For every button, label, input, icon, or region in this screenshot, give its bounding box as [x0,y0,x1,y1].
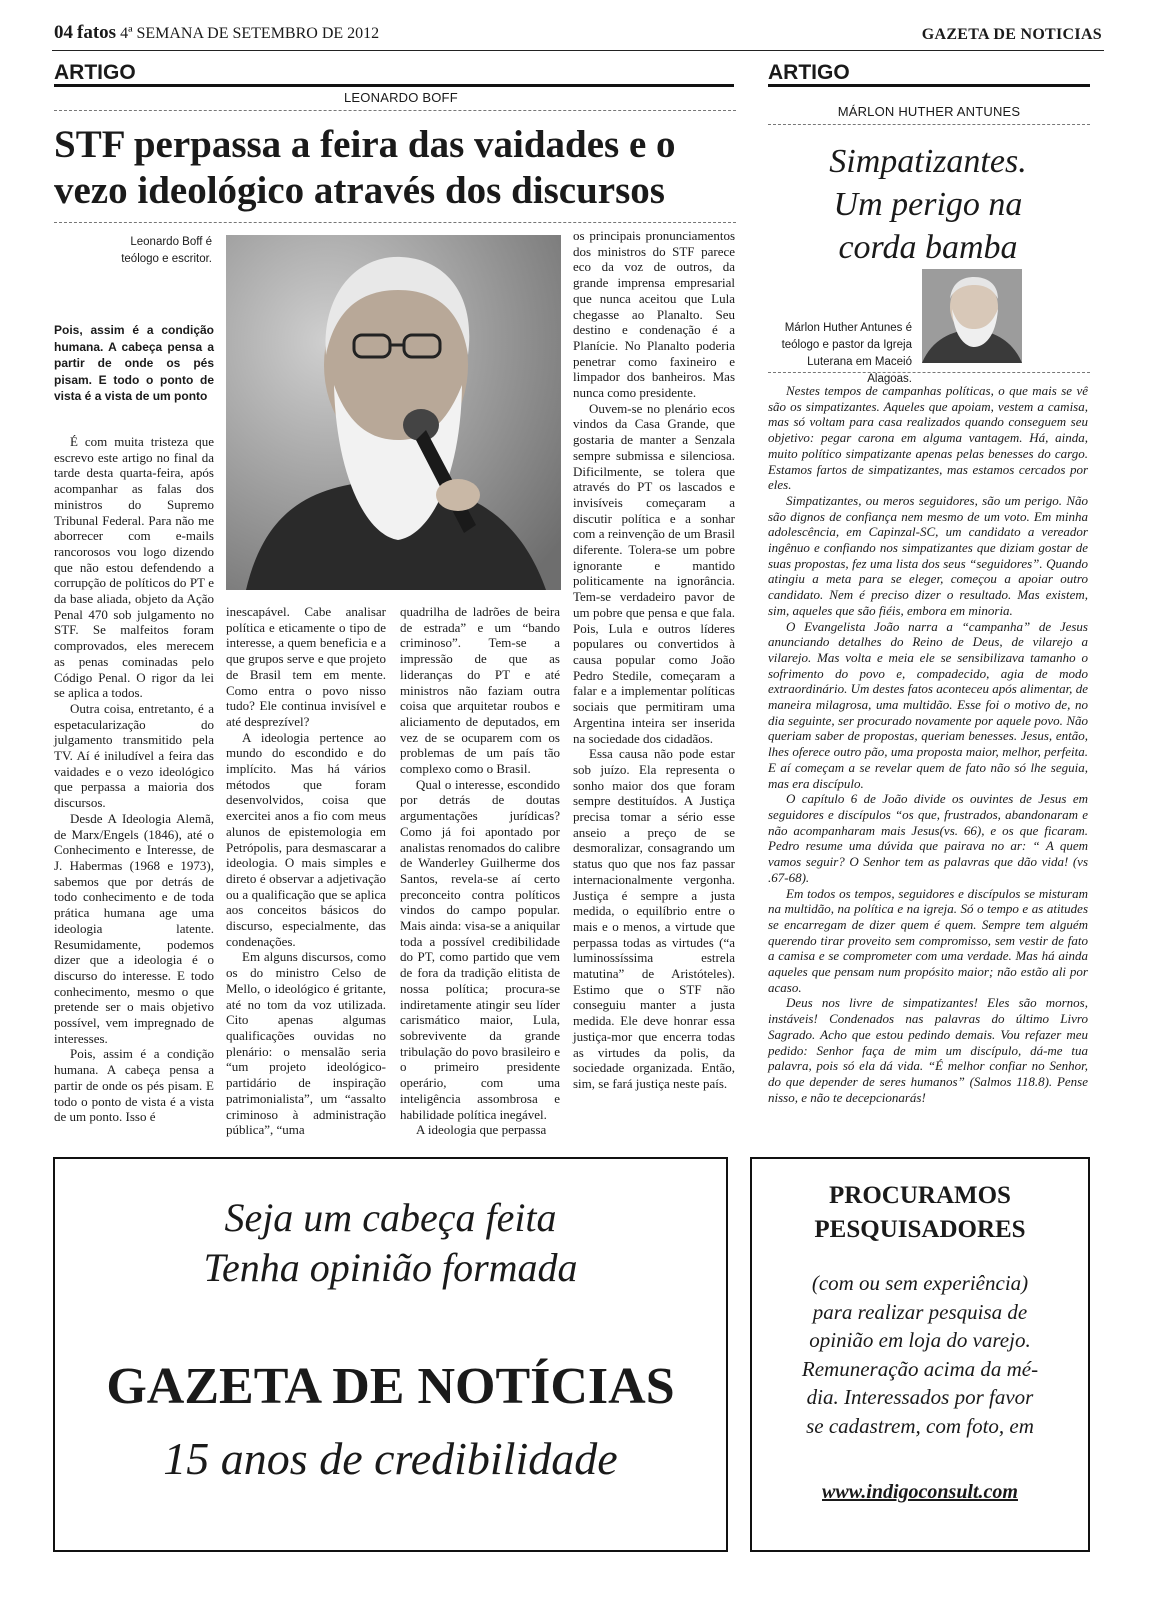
ad-tagline: 15 anos de credibilidade [163,1433,618,1484]
paragraph: Desde A Ideologia Alemã, de Marx/Engels (1846), até o Conhecimento e Interesse, de J. Habermas (1968 e 1973), sabemos que por detrás de todo conhecimento e de toda prática humana age uma ideologia latente. Resumidamente, podemos dizer que a ideologia é o discurso do interesse. E todo conhecimento, mesmo o que pretende ser o mais objetivo possível, vem impregnado de interesses. [54,810,214,1046]
ad-body-line: dia. Interessados por favor [806,1385,1034,1409]
ad-url-link[interactable]: www.indigoconsult.com [822,1481,1018,1503]
paragraph: A ideologia que perpassa [416,1122,547,1138]
ad-slogan-line: Seja um cabeça feita [224,1195,557,1240]
section-name: fatos [77,22,117,43]
headline: STF perpassa a feira das vaidades e o vezo ideológico através dos discursos [54,123,676,212]
author-name-right: MÁRLON HUTHER ANTUNES [837,104,1021,119]
gazeta-ad [53,1157,728,1552]
divider [54,222,736,223]
paragraph: Em todos os tempos, seguidores e discípulos se misturam na multidão, na política e na igreja. Só o tempo e as atitudes se encarregam de dizer quem é quem. Sempre tem alguém querendo tirar proveito sem compromisso, sem vestir de fato a camisa e se comprometer com uma verdade. Mas há ainda aqueles que pensam num propósito maior; não estão ali por acaso. [768,885,1088,995]
paragraph: O Evangelista João narra a “campanha” de Jesus anunciando detalhes do Reino de Deus, de vilarejo a vilarejo. Mas volta e meia ele se sensibilizava tamanho o sofrimento do povo e, compadecido, agia de modo extraordinário. Um destes fatos aconteceu após alimentar, de maneira milagrosa, uma multidão. Esse foi o motivo de, no dia seguinte, ser procurado novamente por aquele povo. Não queriam saber de propostas, queriam benesses. Jesus, então, lhes oferece outro pão, uma proposta maior, melhor, perfeita. E aí começam a se revelar quem de fato não só lhe seguia, mas era discípulo. [768,618,1088,791]
paragraph: quadrilha de ladrões de beira de estrada” e um “bando criminoso”. Tem-se a impressão de que as lideranças do PT e até ministros não faziam outra coisa que arquitetar roubos e aliciamento de deputados, em vez de se ocuparem com os problemas de um país tão complexo como o Brasil. [400,604,560,777]
author-name-left: LEONARDO BOFF [344,90,458,105]
edition-date: 4ª SEMANA DE SETEMBRO DE 2012 [120,25,380,42]
ad-brand: GAZETA DE NOTÍCIAS [106,1358,675,1415]
masthead-name: GAZETA DE NOTICIAS [921,26,1102,43]
article-column-1 [54,434,214,1125]
paragraph: Ouvem-se no plenário ecos vindos da Casa Grande, que gostaria de manter a Senzala sempre submissa e silenciosa. Dificilmente, se tolera que através do PT os lascados e invisíveis começaram a discutir política e a sonhar com a reinvenção de um Brasil diferente. Tolera-se um pobre ignorante e mantido politicamente na ignorância. Tem-se verdadeiro pavor de um pobre que pensa e que fala. Pois, Lula e outros líderes populares ou convertidos à causa popular como João Pedro Stedile, começaram a falar e a implementar políticas sociais que permitiram uma Argentina inteira ser inserida na sociedade dos cidadãos. [573,400,735,746]
author-bio-left: Leonardo Boff é teólogo e escritor. [121,236,212,265]
right-article-body [768,383,1088,1105]
paragraph: Qual o interesse, escondido por detrás de doutas argumentações jurídicas? Como já foi apontado por analistas renomados do calibre de Wanderley Guilherme dos Santos, revela-se aí certo preconceito contra políticos vindos do campo popular. Mais ainda: visa-se a aniquilar toda a possível credibilidade do PT, como partido que vem de fora da tradição elitista de nossa política; procura-se indiretamente atingir seu líder carismático maior, Lula, sobrevivente da grande tribulação do povo brasileiro e o primeiro presidente operário, com uma inteligência assombrosa e habilidade política inegável. [400,776,560,1122]
ad-heading: PESQUISADORES [814,1216,1026,1243]
recruitment-ad [750,1157,1090,1552]
paragraph: Outra coisa, entretanto, é a espetacularização do julgamento transmitido pela TV. Aí é iniludível a feira das vaidades e o vezo ideológico que perpassa a maioria dos discursos. [54,700,214,811]
section-label-right: ARTIGO [768,62,1090,87]
article-column-2 [226,604,386,1138]
ad-slogan-line: Tenha opinião formada [203,1245,578,1290]
paragraph: Nestes tempos de campanhas políticas, o que mais se vê são os simpatizantes. Aqueles que apoiam, vestem a camisa, mas só voltam para casa realizados quando conseguem seu objetivo: pegar carona em alguma vantagem. Há, ainda, muito político simpatizante apenas pelas benesses do cargo. Estamos fartos de simpatizantes, mas estamos cercados por eles. [768,383,1088,493]
divider [54,110,736,111]
ad-body-line: (com ou sem experiência) [811,1271,1029,1295]
ad-body-line: opinião em loja do varejo. [809,1328,1031,1352]
ad-body-line: Remuneração acima da mé- [801,1356,1039,1381]
page-folio [54,22,379,44]
ad-heading: PROCURAMOS [829,1182,1011,1209]
lede: Pois, assim é a condição humana. A cabeça pensa a partir de onde os pés pisam. E todo o ponto de vista é a vista de um ponto [54,323,214,403]
article-column-3 [400,604,560,1138]
divider [768,372,1090,373]
paragraph: Pois, assim é a condição humana. A cabeça pensa a partir de onde os pés pisam. E todo o ponto de vista é a vista de um ponto. Isso é [54,1046,214,1125]
divider [768,124,1090,125]
paragraph: Deus nos livre de simpatizantes! Eles são mornos, instáveis! Condenados nas palavras do último Livro Sagrado. Acho que estou pedindo demais. Vou refazer meu pedido: Senhor faça de mim um discípulo, dá-me tua palavra, pois só ela dá vida. “É melhor confiar no Senhor, do que depender de seres humanos” (Salmos 118.8). Pense nisso, e não te decepcionarás! [768,995,1088,1105]
paragraph: inescapável. Cabe analisar política e eticamente o tipo de interesse, a quem beneficia e a que grupos serve e que projeto de Brasil tem em mente. Como entra o povo nisso tudo? Ele continua invisível e até desprezível? [226,604,386,729]
header-rule [52,50,1104,51]
ad-body-line: para realizar pesquisa de [812,1299,1028,1324]
paragraph: Em alguns discursos, como os do ministro Celso de Mello, o ideológico é gritante, até no tom da voz utilizada. Cito apenas algumas qualificações ouvidas no plenário: o mensalão seria “um projeto ideológico-partidário de inspiração patrimonialista”, um “assalto criminoso à administração pública”, “uma [226,949,386,1138]
page-number: 04 [54,22,73,43]
author-bio-right: Márlon Huther Antunes é teólogo e pastor da Igreja Luterana em Maceió Alagoas. [781,322,912,385]
paragraph: O capítulo 6 de João divide os ouvintes de Jesus em seguidores e discípulos “os que, frustrados, abandonaram e não acompanharam mais Jesus(vs. 66), e os que ficaram. Pedro resume uma dúvida que pairava no ar: “ A quem vamos seguir? O Senhor tem as palavras que dão vida! (vs .67-68). [768,791,1088,885]
author-photo [226,235,561,590]
paragraph: A ideologia pertence ao mundo do escondido e do implícito. Mas há vários métodos que foram desenvolvidos, coisa que exercitei anos a fio com meus alunos de epistemologia em Petrópolis, para desmascarar a ideologia. O mais simples e direto é observar a adjetivação ou a qualificação que se aplica aos conceitos básicos do discurso, especialmente, das condenações. [226,729,386,949]
paragraph: Simpatizantes, ou meros seguidores, são um perigo. Não são dignos de confiança nem mesmo de um voto. Em minha adolescência, em Capinzal-SC, um candidato a vereador ingênuo e confiando nos simpatizantes que diziam gostar de suas propostas, fez uma lista dos seus “seguidores”. Quando atingiu a meta para se eleger, começou a apoiar outro candidato. Nem é preciso dizer o resultado. Mas existem, sim, aqueles que são fiéis, embora em minoria. [768,492,1088,618]
article-column-4 [573,228,735,1092]
section-label-left: ARTIGO [54,62,734,87]
paragraph: É com muita tristeza que escrevo este artigo no final da tarde desta quarta-feira, após acompanhar as falas dos ministros do Supremo Tribunal Federal. Para não me aborrecer com e-mails rancorosos vou logo dizendo que não estou defendendo a corrupção de políticos do PT e da base aliada, objeto da Ação Penal 470 sob julgamento no STF. Se malfeitos foram comprovados, eles merecem as penas cominadas pelo Código Penal. O rigor da lei se aplica a todos. [54,434,214,701]
author-photo-right [922,269,1022,363]
paragraph: os principais pronunciamentos dos ministros do STF parece eco da voz de outros, da grande imprensa empresarial que nunca aceitou que Lula chegasse ao Planalto. Seu destino e condenação é a Planície. No Planalto poderia penetrar como faxineiro e limpador dos banheiros. Mas nunca como presidente. [573,228,735,401]
right-article-title: Simpatizantes. Um perigo na corda bamba [829,143,1027,266]
ad-body-line: se cadastrem, com foto, em [806,1413,1034,1438]
paragraph: Essa causa não pode estar sob juízo. Ela representa o sonho maior dos que foram sempre destituídos. A Justiça precisa tomar a sério esse anseio a preço de se desmoralizar, consagrando um status quo que nos faz passar internacionalmente vergonha. Justiça é sempre a justa medida, o equilíbrio entre o mais e o menos, a virtude que perpassa todas as virtudes (“a luminossíssima estrela matutina” de Aristóteles). Estimo que o STF não conseguiu manter a justa medida. Ele deve honrar essa justiça-mor que encerra todas as virtudes da polis, da sociedade organizada. Então, sim, se fará justiça neste país. [573,746,735,1091]
